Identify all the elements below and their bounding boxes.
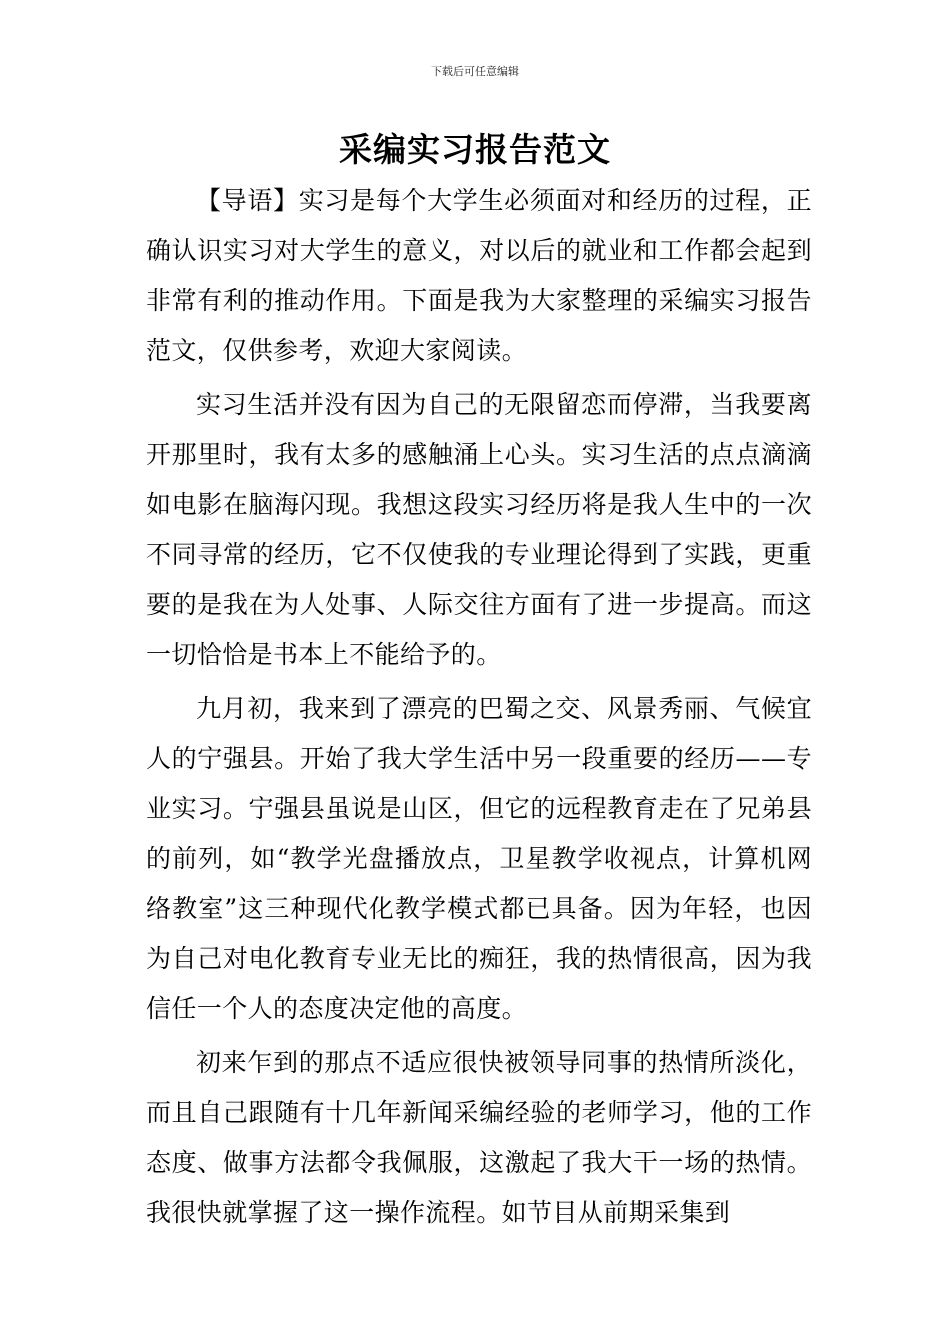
paragraph-intro: 【导语】实习是每个大学生必须面对和经历的过程，正确认识实习对大学生的意义，对以后的就业和工作都会起到非常有利的推动作用。下面是我为大家整理的采编实习报告范文，仅供参考，欢迎大家阅读。 xyxy=(146,186,812,365)
paragraph-3: 九月初，我来到了漂亮的巴蜀之交、风景秀丽、气候宜人的宁强县。开始了我大学生活中另一段重要的经历——专业实习。宁强县虽说是山区，但它的远程教育走在了兄弟县的前列，如“教学光盘播放点，卫星教学收视点，计算机网络教室”这三种现代化教学模式都已具备。因为年轻，也因为自己对电化教育专业无比的痴狂，我的热情很高，因为我信任一个人的态度决定他的高度。 xyxy=(146,694,812,1023)
document-body xyxy=(146,176,812,1242)
page-header-note: 下载后可任意编辑 xyxy=(431,65,519,78)
document-title: 采编实习报告范文 xyxy=(339,130,611,169)
paragraph-4: 初来乍到的那点不适应很快被领导同事的热情所淡化，而且自己跟随有十几年新闻采编经验的老师学习，他的工作态度、做事方法都令我佩服，这激起了我大干一场的热情。我很快就掌握了这一操作流程。如节目从前期采集到 xyxy=(146,1048,812,1227)
paragraph-2: 实习生活并没有因为自己的无限留恋而停滞，当我要离开那里时，我有太多的感触涌上心头。实习生活的点点滴滴如电影在脑海闪现。我想这段实习经历将是我人生中的一次不同寻常的经历，它不仅使我的专业理论得到了实践，更重要的是我在为人处事、人际交往方面有了进一步提高。而这一切恰恰是书本上不能给予的。 xyxy=(146,390,812,669)
